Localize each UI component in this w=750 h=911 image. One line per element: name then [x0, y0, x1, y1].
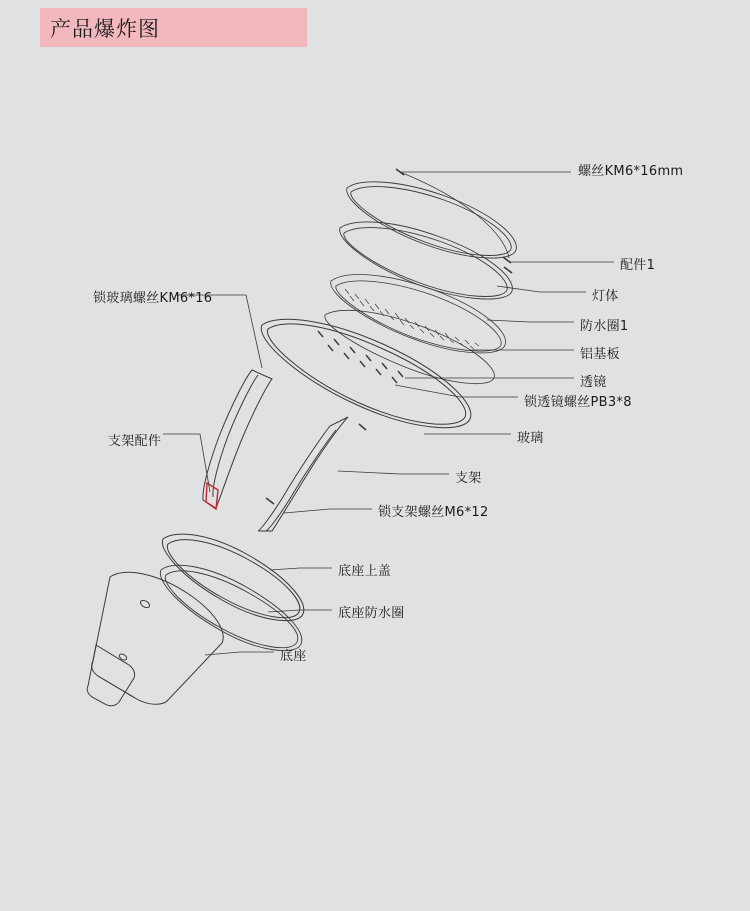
part-lens-marks	[318, 331, 403, 383]
label-accessory-1: 配件1	[620, 258, 656, 273]
part-glass	[261, 319, 471, 427]
part-lamp-body-top	[347, 182, 517, 258]
label-lamp-body: 灯体	[592, 289, 619, 304]
leader-lines	[163, 172, 614, 655]
part-base-top-cover	[162, 534, 303, 621]
label-glass-lock-screw-km6-16: 锁玻璃螺丝KM6*16	[93, 291, 213, 306]
label-aluminum-base-plate: 铝基板	[580, 347, 620, 362]
label-screw-km6-16mm: 螺丝KM6*16mm	[578, 164, 684, 179]
part-waterproof-ring-1	[331, 275, 506, 353]
label-lens: 透镜	[580, 375, 607, 390]
part-bracket	[258, 417, 348, 531]
label-waterproof-ring-1: 防水圈1	[580, 319, 629, 334]
label-bracket-lock-screw-m6-12: 锁支架螺丝M6*12	[378, 505, 489, 520]
part-bracket-lock-screw	[266, 424, 366, 504]
page-title: 产品爆炸图	[50, 16, 160, 41]
label-base: 底座	[280, 649, 307, 664]
label-base-top-cover: 底座上盖	[338, 564, 392, 579]
label-lens-lock-screw-pb3-8: 锁透镜螺丝PB3*8	[524, 395, 632, 410]
label-base-waterproof-ring: 底座防水圈	[338, 606, 405, 621]
label-glass: 玻璃	[517, 431, 544, 446]
part-base	[87, 572, 223, 705]
part-base-waterproof-ring	[160, 565, 301, 650]
label-bracket: 支架	[455, 471, 482, 486]
label-bracket-accessory: 支架配件	[108, 434, 162, 449]
